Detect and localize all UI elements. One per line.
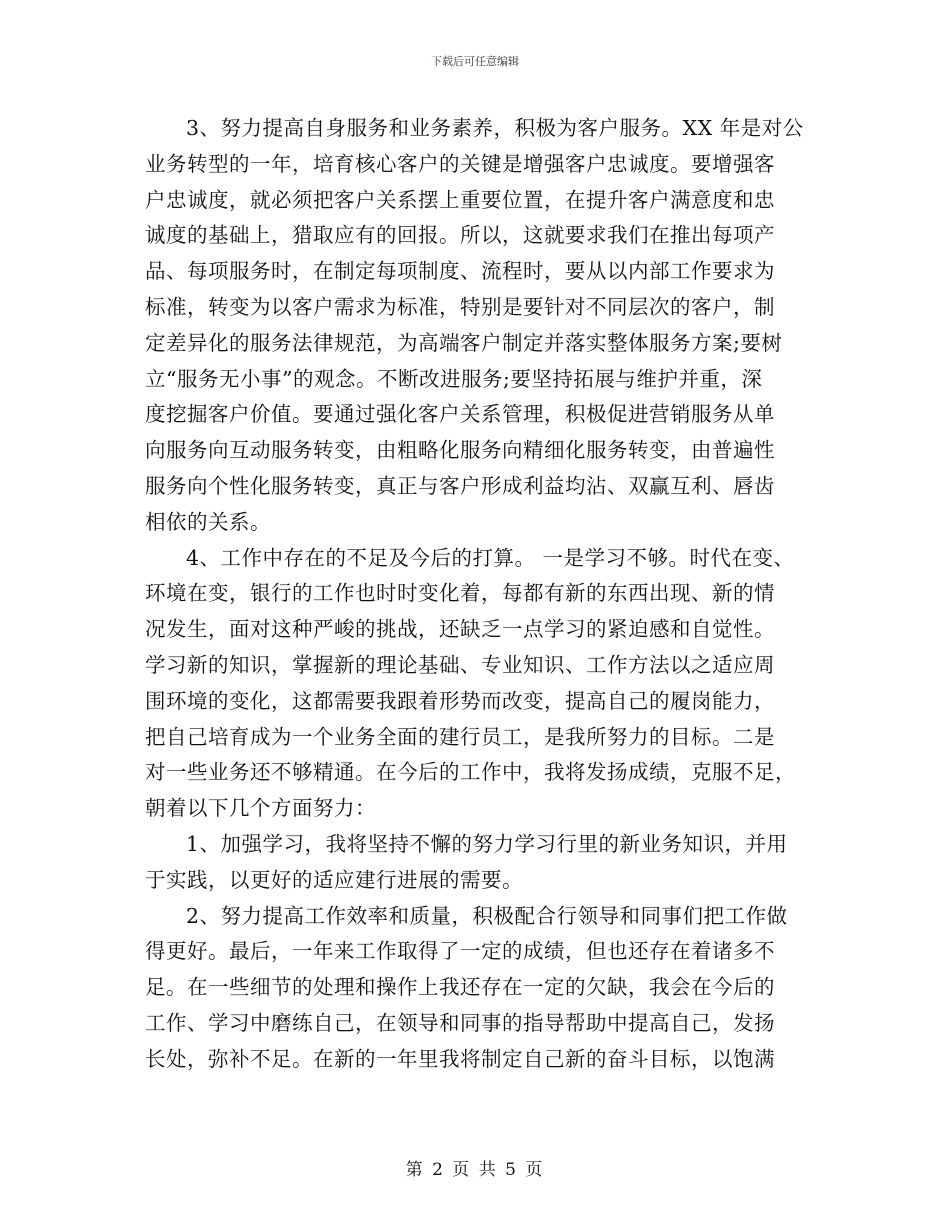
paragraph-3-line: 业务转型的一年，培育核心客户的关键是增强客户忠诚度。要增强客: [145, 151, 775, 176]
paragraph-3-line: 立“服务无小事”的观念。不断改进服务;要坚持拓展与维护并重，深: [145, 366, 763, 391]
paragraph-3-line: 服务向个性化服务转变，真正与客户形成利益均沾、双赢互利、唇齿: [145, 473, 775, 498]
item-2-line: 工作、学习中磨练自己，在领导和同事的指导帮助中提高自己，发扬: [145, 1010, 775, 1035]
paragraph-4-line: 朝着以下几个方面努力：: [145, 796, 376, 821]
paragraph-3-line: 定差异化的服务法律规范，为高端客户制定并落实整体服务方案;要树: [145, 330, 783, 355]
paragraph-3-line: 户忠诚度，就必须把客户关系摆上重要位置，在提升客户满意度和忠: [145, 187, 775, 212]
document-body: [145, 111, 805, 1078]
page-number-footer: 第 2 页 共 5 页: [405, 1160, 545, 1180]
item-2-line: 长处，弥补不足。在新的一年里我将制定自己新的奋斗目标，以饱满: [145, 1046, 775, 1071]
page-header: 下载后可任意编辑: [431, 55, 519, 68]
paragraph-3-line: 度挖掘客户价值。要通过强化客户关系管理，积极促进营销服务从单: [145, 402, 775, 427]
paragraph-3-line: 品、每项服务时，在制定每项制度、流程时，要从以内部工作要求为: [145, 259, 775, 284]
item-2-line: 2、努力提高工作效率和质量，积极配合行领导和同事们把工作做: [186, 903, 788, 928]
paragraph-4-line: 环境在变，银行的工作也时时变化着，每都有新的东西出现、新的情: [145, 581, 775, 606]
paragraph-3-line: 诚度的基础上，猎取应有的回报。所以，这就要求我们在推出每项产: [145, 223, 775, 248]
paragraph-3-line: 3、努力提高自身服务和业务素养，积极为客户服务。XX 年是对公: [186, 116, 804, 140]
paragraph-4-line: 把自己培育成为一个业务全面的建行员工，是我所努力的目标。二是: [145, 724, 775, 749]
item-2-line: 得更好。最后，一年来工作取得了一定的成绩，但也还存在着诸多不: [145, 939, 775, 964]
paragraph-3-line: 相依的关系。: [145, 509, 271, 534]
paragraph-4-line: 围环境的变化，这都需要我跟着形势而改变，提高自己的履岗能力，: [145, 688, 775, 713]
item-1-line: 于实践，以更好的适应建行进展的需要。: [145, 867, 523, 892]
paragraph-4-line: 况发生，面对这种严峻的挑战，还缺乏一点学习的紧迫感和自觉性。: [145, 617, 775, 642]
paragraph-4-line: 4、工作中存在的不足及今后的打算。 一是学习不够。时代在变、: [186, 545, 795, 570]
paragraph-3-line: 向服务向互动服务转变，由粗略化服务向精细化服务转变，由普遍性: [145, 438, 775, 463]
item-1-line: 1、加强学习，我将坚持不懈的努力学习行里的新业务知识，并用: [186, 831, 788, 856]
item-2-line: 足。在一些细节的处理和操作上我还存在一定的欠缺，我会在今后的: [145, 975, 775, 1000]
paragraph-4-line: 对一些业务还不够精通。在今后的工作中，我将发扬成绩，克服不足，: [145, 760, 796, 785]
paragraph-4-line: 学习新的知识，掌握新的理论基础、专业知识、工作方法以之适应周: [145, 652, 775, 677]
paragraph-3-line: 标准，转变为以客户需求为标准，特别是要针对不同层次的客户，制: [145, 294, 775, 319]
